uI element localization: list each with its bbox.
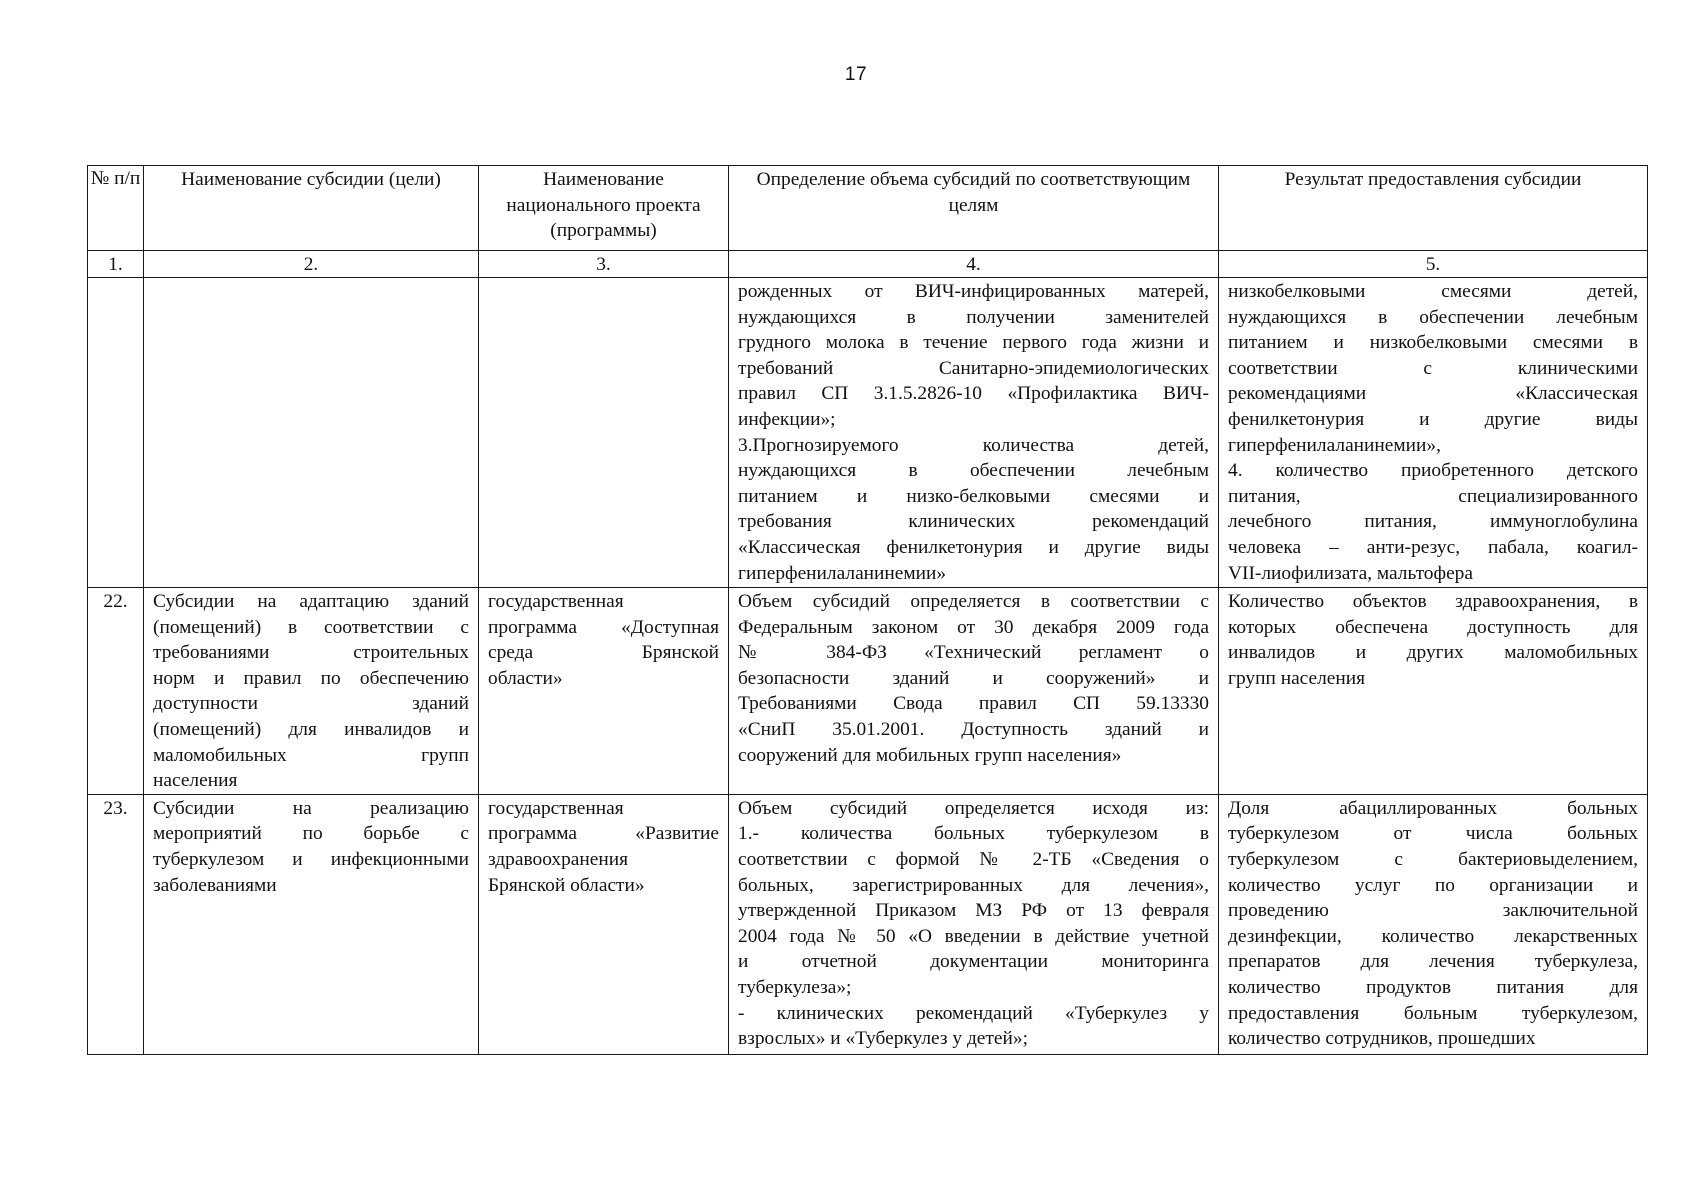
text-line: инфекции»; xyxy=(738,408,836,430)
text-line: VII-лиофилизата, мальтофера xyxy=(1228,562,1473,584)
result-cell xyxy=(1219,588,1648,795)
column-index: 3. xyxy=(479,251,729,278)
volume-cell xyxy=(729,278,1219,588)
text-line: 3.Прогнозируемого количества детей, xyxy=(738,434,1209,456)
subsidy-cell xyxy=(144,794,479,1054)
text-line: государственная xyxy=(488,591,624,612)
volume-cell xyxy=(729,588,1219,795)
result-cell xyxy=(1219,794,1648,1054)
text-line: маломобильных групп xyxy=(153,744,469,766)
text-line: проведению заключительной xyxy=(1228,900,1638,922)
text-line: 4. количество приобретенного детского xyxy=(1228,460,1638,482)
text-line: больных, зарегистрированных для лечения», xyxy=(738,874,1209,896)
subsidy-cell xyxy=(144,278,479,588)
text-line: области» xyxy=(488,667,563,689)
text-line: Брянской области» xyxy=(488,874,645,896)
result-text xyxy=(1228,589,1638,691)
volume-text xyxy=(738,796,1209,1052)
text-line: гиперфенилаланинемии» xyxy=(738,562,947,584)
program-cell xyxy=(479,278,729,588)
text-line: требованиями строительных xyxy=(153,642,469,664)
table-header-row xyxy=(88,166,1648,251)
row-number-cell xyxy=(88,588,144,795)
text-line: заболеваниями xyxy=(153,874,277,896)
text-line: которых обеспечена доступность для xyxy=(1228,616,1638,638)
text-line: Федеральным законом от 30 декабря 2009 года xyxy=(738,616,1209,638)
text-line: 1.- количества больных туберкулезом в xyxy=(738,823,1209,845)
text-line: государственная xyxy=(488,797,624,819)
text-line: - клинических рекомендаций «Туберкулез у xyxy=(738,1002,1209,1024)
text-line: Субсидии на реализацию xyxy=(153,797,469,819)
program-text xyxy=(488,796,719,898)
text-line: Доля абациллированных больных xyxy=(1228,797,1638,819)
table-row xyxy=(88,588,1648,795)
text-line: взрослых» и «Туберкулез у детей»; xyxy=(738,1028,1028,1050)
text-line: человека – анти-резус, пабала, коагил- xyxy=(1228,536,1638,558)
text-line: норм и правил по обеспечению xyxy=(153,667,469,689)
text-line: количество сотрудников, прошедших xyxy=(1228,1028,1536,1050)
header-subsidy-cell xyxy=(144,166,479,251)
text-line: соответствии с клиническими xyxy=(1228,357,1638,379)
text-line: утвержденной Приказом МЗ РФ от 13 февраля xyxy=(738,900,1209,922)
text-line: требований Санитарно-эпидемиологических xyxy=(738,357,1209,379)
text-line: мероприятий по борьбе с xyxy=(153,823,469,845)
text-line: питанием и низко-белковыми смесями и xyxy=(738,485,1209,507)
column-index: 2. xyxy=(144,251,479,278)
text-line: здравоохранения xyxy=(488,848,629,870)
text-line: количество продуктов питания для xyxy=(1228,976,1638,998)
row-number-cell xyxy=(88,794,144,1054)
text-line: безопасности зданий и сооружений» и xyxy=(738,667,1209,689)
text-line: соответствии с формой № 2-ТБ «Сведения о xyxy=(738,848,1209,870)
subsidy-text xyxy=(153,589,469,794)
text-line: «СниП 35.01.2001. Доступность зданий и xyxy=(738,718,1209,740)
subsidy-cell xyxy=(144,588,479,795)
header-volume-cell xyxy=(729,166,1219,251)
text-line: доступности зданий xyxy=(153,693,469,715)
volume-text xyxy=(738,589,1209,768)
text-line: Объем субсидий определяется исходя из: xyxy=(738,797,1209,819)
text-line: инвалидов и других маломобильных xyxy=(1228,642,1638,664)
header-result-cell xyxy=(1219,166,1648,251)
column-index-row xyxy=(88,251,1648,278)
program-cell xyxy=(479,588,729,795)
header-number: № п/п xyxy=(90,168,141,189)
text-line: населения xyxy=(153,770,238,792)
text-line: программа «Развитие xyxy=(488,823,719,845)
text-line: сооружений для мобильных групп населения» xyxy=(738,744,1122,766)
text-line: рожденных от ВИЧ-инфицированных матерей, xyxy=(738,281,1209,302)
text-line: Субсидии на адаптацию зданий xyxy=(153,591,469,612)
text-line: № 384-ФЗ «Технический регламент о xyxy=(738,642,1209,664)
header-number-cell xyxy=(88,166,144,251)
text-line: (помещений) для инвалидов и xyxy=(153,718,469,740)
text-line: предоставления больным туберкулезом, xyxy=(1228,1002,1638,1024)
text-line: 2004 года № 50 «О введении в действие учетной xyxy=(738,925,1209,947)
text-line: туберкулезом от числа больных xyxy=(1228,823,1638,845)
result-text xyxy=(1228,796,1638,1052)
text-line: требования клинических рекомендаций xyxy=(738,511,1209,533)
text-line: препаратов для лечения туберкулеза, xyxy=(1228,951,1638,973)
header-result: Результат предоставления субсидии xyxy=(1284,169,1582,190)
text-line: среда Брянской xyxy=(488,642,719,664)
page-number: 17 xyxy=(844,64,868,85)
text-line: Объем субсидий определяется в соответствии с xyxy=(738,591,1209,612)
result-text xyxy=(1228,279,1638,586)
header-volume-definition: Определение объема субсидий по соответствующим целям xyxy=(756,169,1191,216)
table-row xyxy=(88,278,1648,588)
subsidy-table xyxy=(87,165,1648,1055)
row-number-cell xyxy=(88,278,144,588)
volume-text xyxy=(738,279,1209,586)
row-number: 23. xyxy=(103,797,128,819)
row-number: 22. xyxy=(103,591,128,612)
text-line: нуждающихся в обеспечении лечебным xyxy=(738,460,1209,482)
text-line: правил СП 3.1.5.2826-10 «Профилактика ВИЧ- xyxy=(738,383,1209,405)
text-line: программа «Доступная xyxy=(488,616,719,638)
column-index: 1. xyxy=(88,251,144,278)
text-line: фенилкетонурия и другие виды xyxy=(1228,408,1638,430)
text-line: Требованиями Свода правил СП 59.13330 xyxy=(738,693,1209,715)
text-line: и отчетной документации мониторинга xyxy=(738,951,1209,973)
text-line: туберкулезом с бактериовыделением, xyxy=(1228,848,1638,870)
table-row xyxy=(88,794,1648,1054)
column-index: 5. xyxy=(1219,251,1648,278)
subsidy-text xyxy=(153,796,469,898)
text-line: нуждающихся в обеспечении лечебным xyxy=(1228,306,1638,328)
text-line: гиперфенилаланинемии», xyxy=(1228,434,1441,456)
header-program-name: Наименование национального проекта (программы) xyxy=(506,169,701,242)
text-line: «Классическая фенилкетонурия и другие виды xyxy=(738,536,1209,558)
text-line: питания, специализированного xyxy=(1228,485,1638,507)
text-line: туберкулезом и инфекционными xyxy=(153,848,469,870)
text-line: Количество объектов здравоохранения, в xyxy=(1228,591,1638,612)
program-cell xyxy=(479,794,729,1054)
text-line: (помещений) в соответствии с xyxy=(153,616,469,638)
text-line: грудного молока в течение первого года жизни и xyxy=(738,332,1209,354)
text-line: туберкулеза»; xyxy=(738,976,852,998)
header-subsidy-name: Наименование субсидии (цели) xyxy=(181,169,441,190)
text-line: питанием и низкобелковыми смесями в xyxy=(1228,332,1638,354)
text-line: лечебного питания, иммуноглобулина xyxy=(1228,511,1638,533)
column-index: 4. xyxy=(729,251,1219,278)
text-line: дезинфекции, количество лекарственных xyxy=(1228,925,1638,947)
text-line: низкобелковыми смесями детей, xyxy=(1228,281,1638,302)
text-line: количество услуг по организации и xyxy=(1228,874,1638,896)
text-line: групп населения xyxy=(1228,667,1366,689)
text-line: нуждающихся в получении заменителей xyxy=(738,306,1209,328)
header-program-cell xyxy=(479,166,729,251)
text-line: рекомендациями «Классическая xyxy=(1228,383,1638,405)
volume-cell xyxy=(729,794,1219,1054)
program-text xyxy=(488,589,719,691)
result-cell xyxy=(1219,278,1648,588)
